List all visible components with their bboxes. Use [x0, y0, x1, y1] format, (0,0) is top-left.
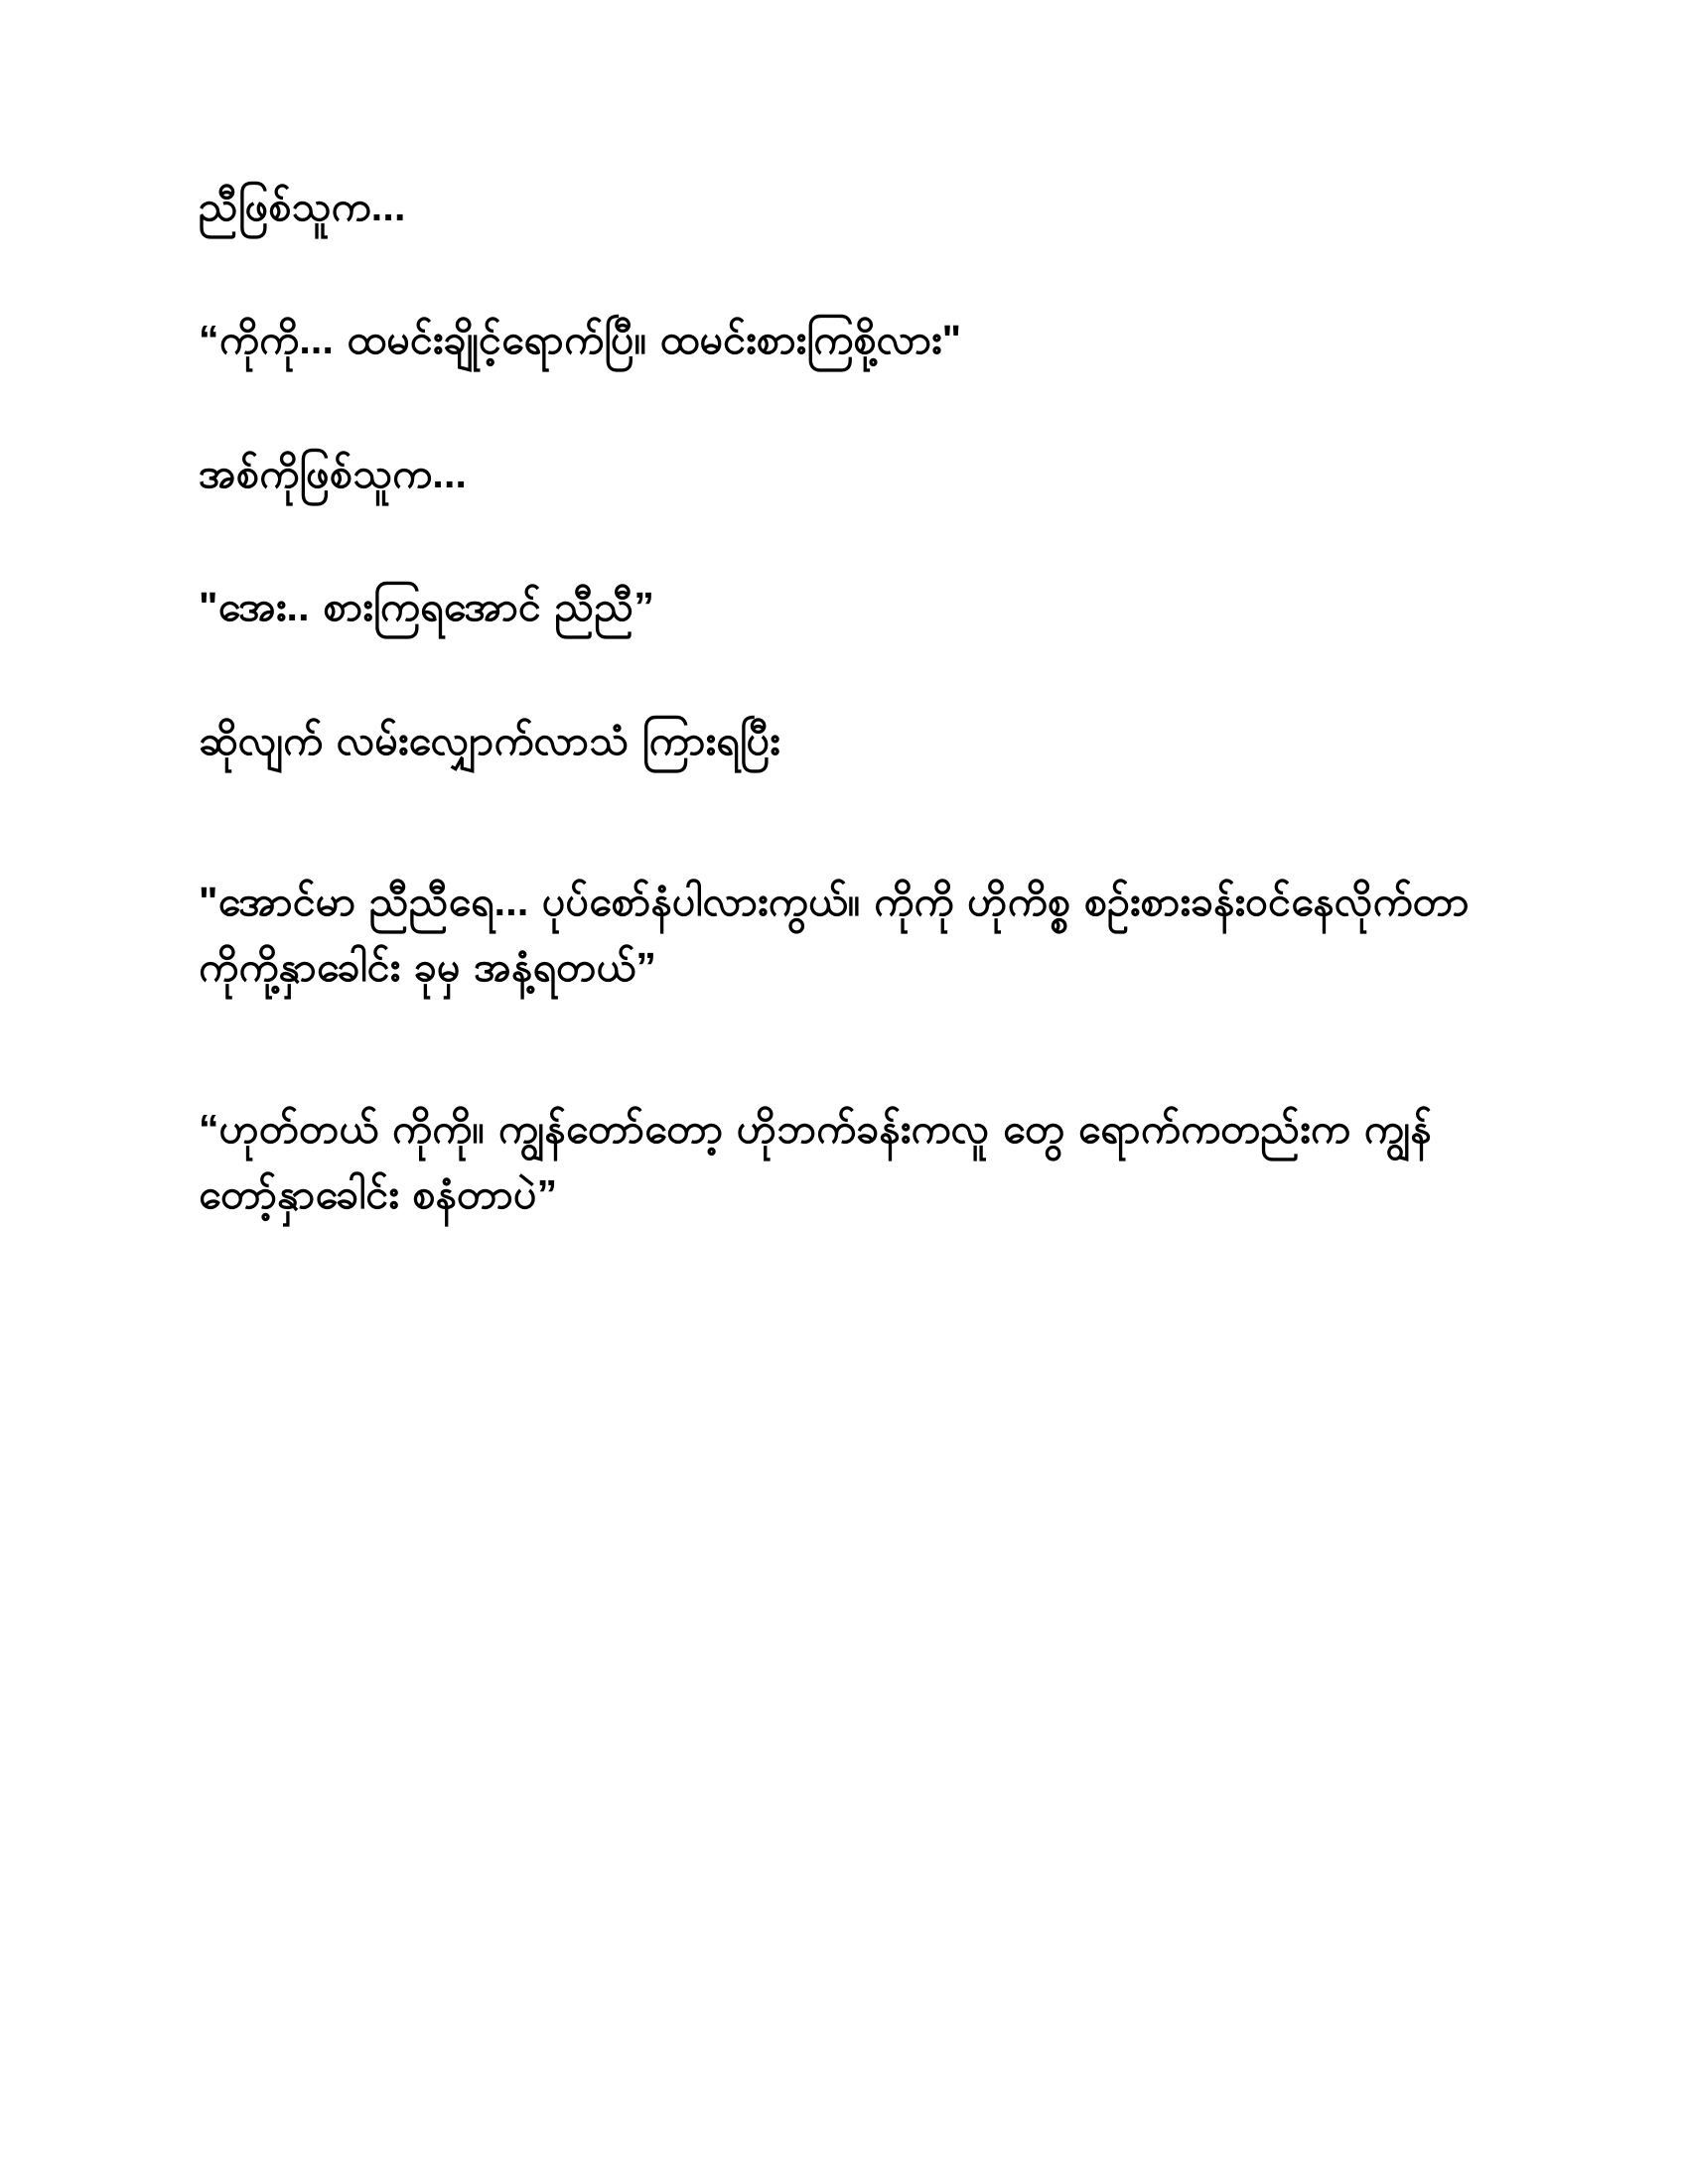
paragraph-6: "အောင်မာ ညီညီရေ... ပုပ်စော်နံပါလားကွယ်။ ကိုကို ဟိုကိစ္စ စဉ်းစားခန်းဝင်နေလိုက်တာ ကိုကို့နှာခေါင်း ခုမှ အနံ့ရတယ်” — [199, 879, 1470, 991]
paragraph-1: ညီဖြစ်သူက... — [199, 184, 406, 229]
paragraph-2: “ကိုကို... ထမင်းချိုင့်ရောက်ပြီ။ ထမင်းစားကြစို့လား" — [199, 317, 962, 363]
paragraph-3: အစ်ကိုဖြစ်သူက... — [199, 450, 468, 496]
paragraph-7: “ဟုတ်တယ် ကိုကို။ ကျွန်တော်တော့ ဟိုဘက်ခန်းကလူ တွေ ရောက်ကတည်းက ကျွန်တော့်နှာခေါင်း စနံတာပဲ” — [199, 1105, 1432, 1218]
paragraph-5: ဆိုလျက် လမ်းလျှောက်လာသံ ကြားရပြီး — [199, 717, 780, 763]
paragraph-4: "အေး.. စားကြရအောင် ညီညီ” — [199, 584, 655, 630]
